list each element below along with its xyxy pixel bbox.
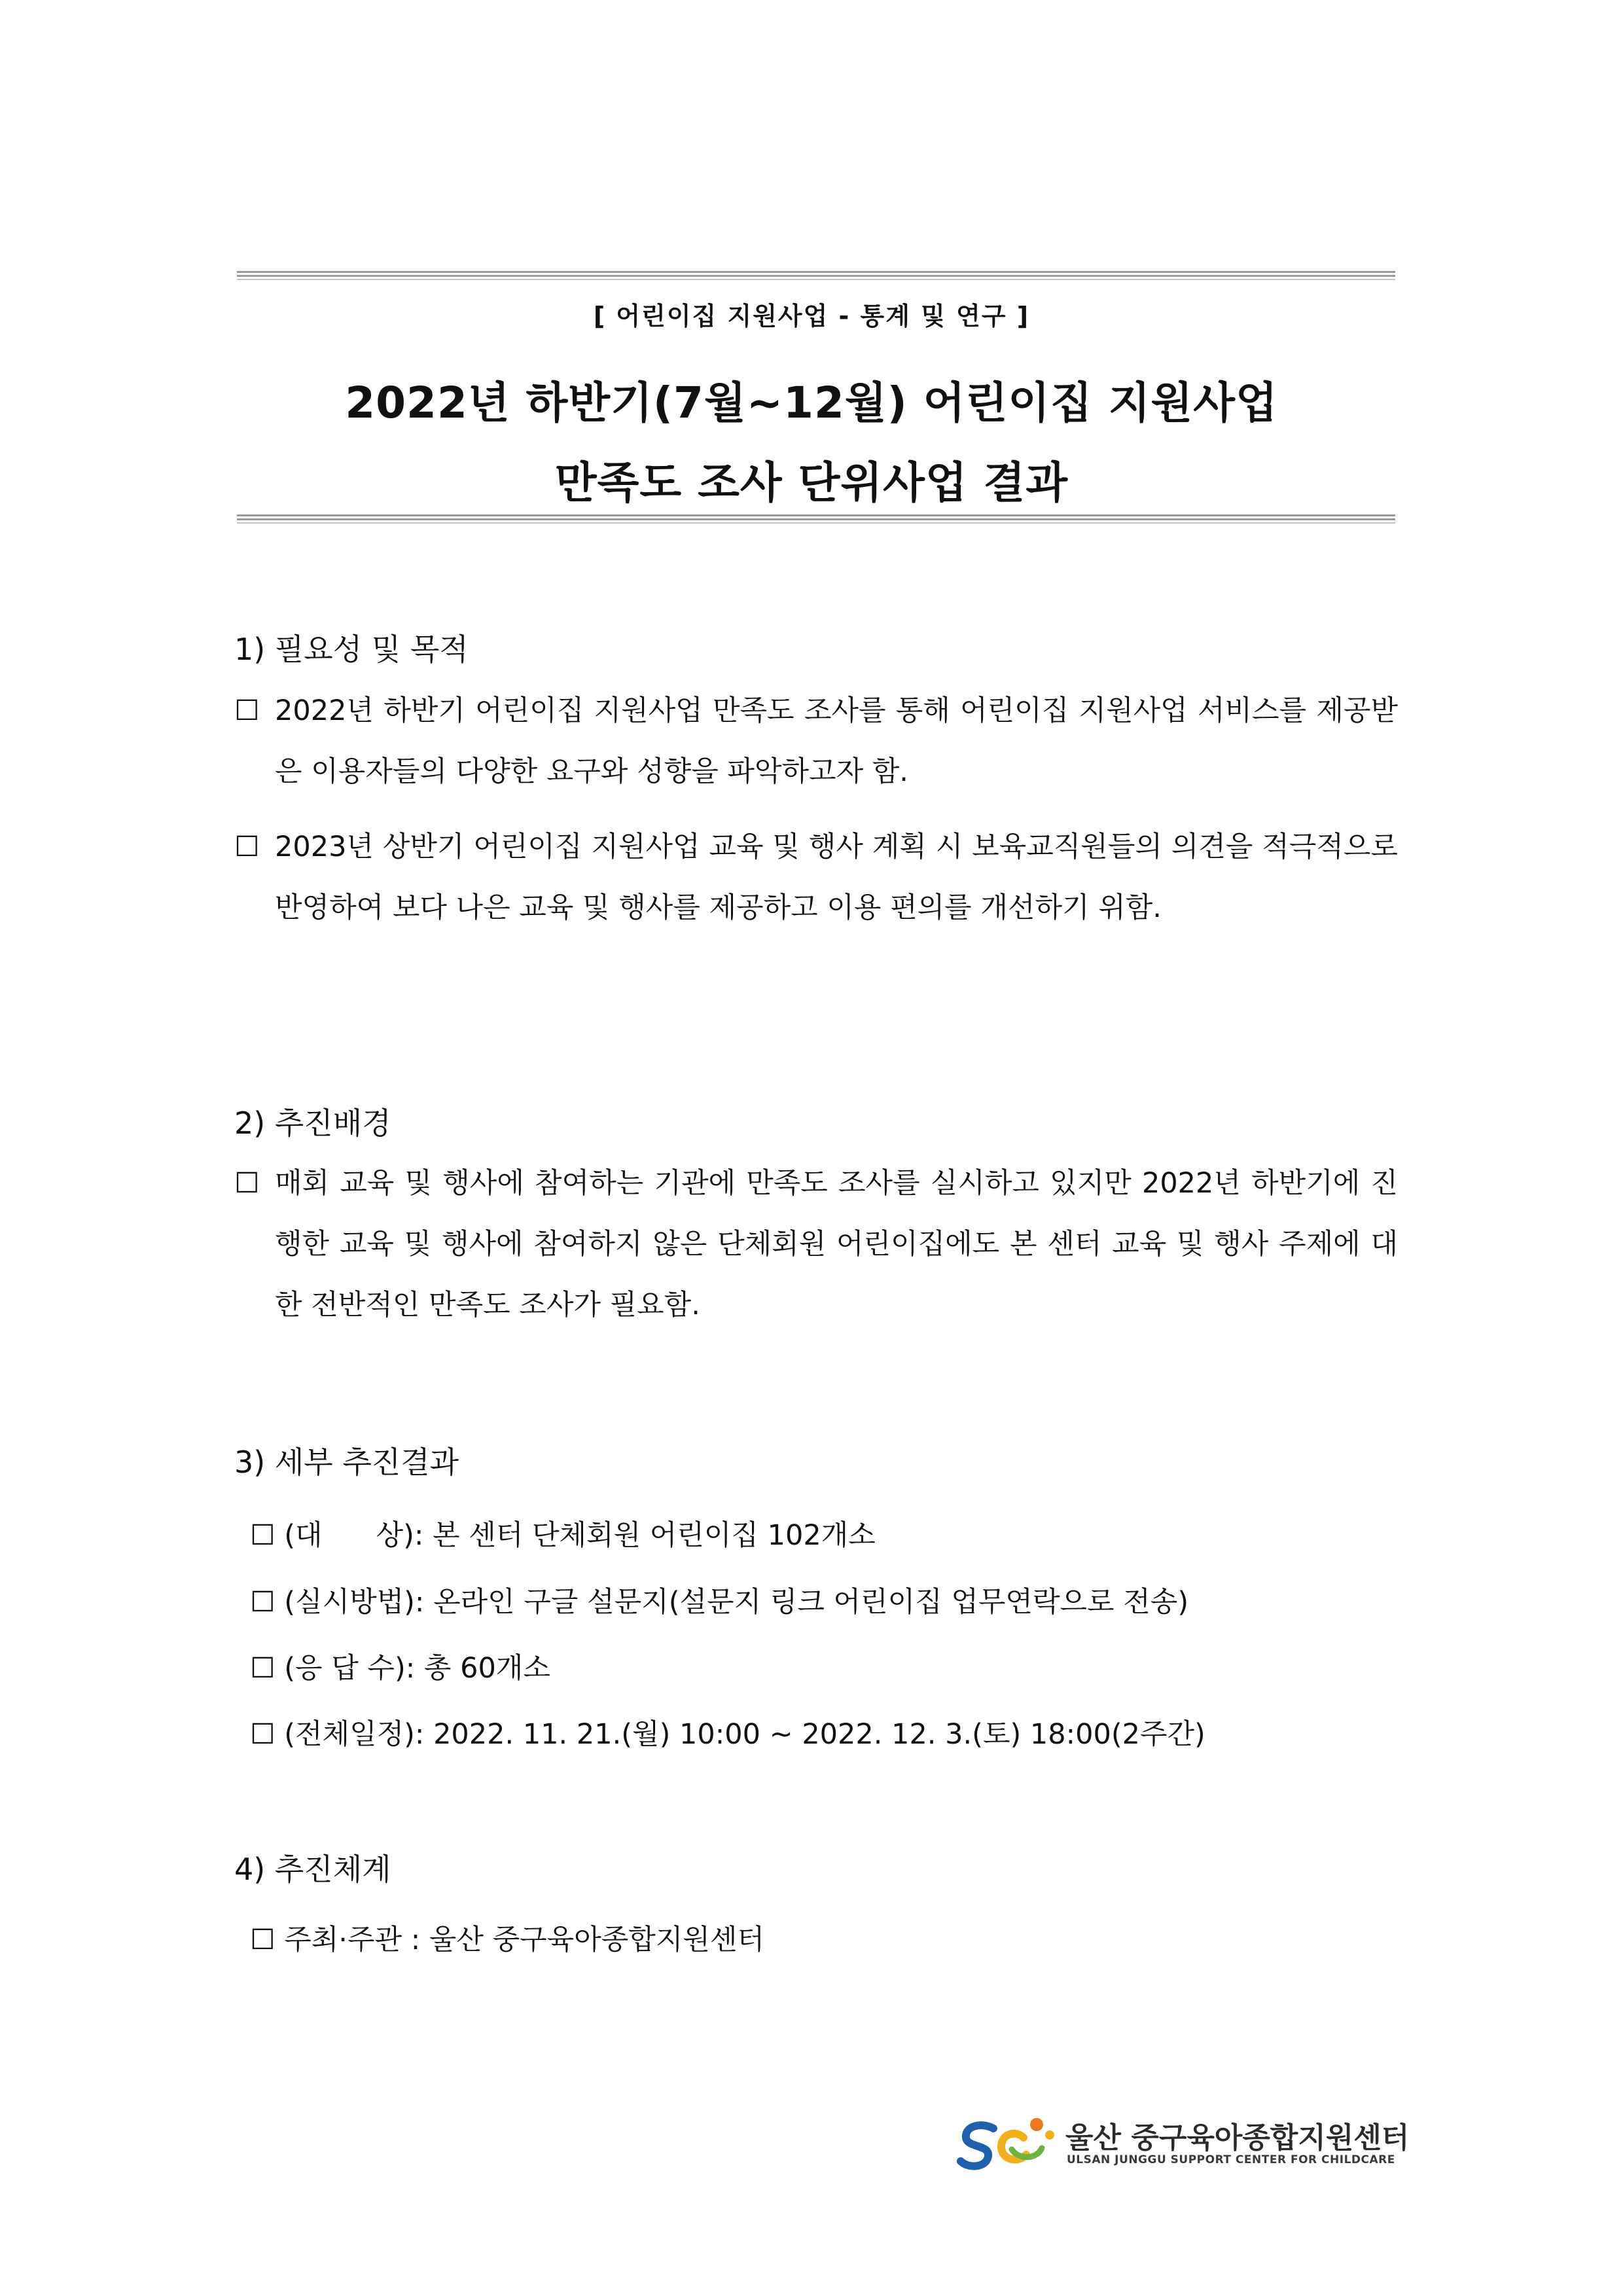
- background-item-1-text: 매회 교육 및 행사에 참여하는 기관에 만족도 조사를 실시하고 있지만 2022년 하반기에 진행한 교육 및 행사에 참여하지 않은 단체회원 어린이집에도 본 센터 교육 및 행사 주제에 대한 전반적인 만족도 조사가 필요함.: [275, 1167, 1398, 1321]
- purpose-item-1-text: 2022년 하반기 어린이집 지원사업 만족도 조사를 통해 어린이집 지원사업 서비스를 제공받은 이용자들의 다양한 요구와 성향을 파악하고자 함.: [275, 694, 1398, 788]
- purpose-item-1: [234, 681, 1398, 802]
- section-heading-background: 2) 추진배경: [234, 1105, 391, 1141]
- header-bottom-rule: [237, 514, 1395, 524]
- results-item-schedule: ☐ (전체일정): 2022. 11. 21.(월) 10:00 ~ 2022. 12. 3.(토) 18:00(2주간): [250, 1718, 1205, 1751]
- purpose-item-2-text: 2023년 상반기 어린이집 지원사업 교육 및 행사 계획 시 보육교직원들의 의견을 적극적으로 반영하여 보다 나은 교육 및 행사를 제공하고 이용 편의를 개선하기 위함.: [275, 831, 1398, 924]
- results-item-responses: ☐ (응 답 수): 총 60개소: [250, 1652, 550, 1685]
- document-title-line2: 만족도 조사 단위사업 결과: [554, 457, 1069, 508]
- results-item-target: ☐ (대 상): 본 센터 단체회원 어린이집 102개소: [250, 1519, 876, 1552]
- center-logo: [955, 2111, 1410, 2177]
- childcare-center-logo-icon: [955, 2111, 1060, 2177]
- section-heading-results: 3) 세부 추진결과: [234, 1444, 459, 1480]
- checkbox-icon: ☐: [234, 831, 260, 863]
- purpose-item-2: [234, 817, 1398, 939]
- logo-name-english: ULSAN JUNGGU SUPPORT CENTER FOR CHILDCARE: [1067, 2153, 1395, 2166]
- section-heading-organization: 4) 추진체계: [234, 1852, 391, 1887]
- organization-item-host: ☐ 주최·주관 : 울산 중구육아종합지원센터: [250, 1924, 764, 1956]
- header-top-rule: [237, 271, 1395, 280]
- checkbox-icon: ☐: [234, 694, 260, 727]
- logo-name-korean: 울산 중구육아종합지원센터: [1065, 2121, 1410, 2155]
- background-item-1: [234, 1153, 1398, 1336]
- document-title-line1: 2022년 하반기(7월~12월) 어린이집 지원사업: [345, 378, 1278, 428]
- section-heading-purpose: 1) 필요성 및 목적: [234, 632, 469, 667]
- checkbox-icon: ☐: [234, 1167, 260, 1200]
- results-item-method: ☐ (실시방법): 온라인 구글 설문지(설문지 링크 어린이집 업무연락으로 전송): [250, 1586, 1189, 1619]
- document-category: [ 어린이집 지원사업 - 통계 및 연구 ]: [593, 302, 1030, 331]
